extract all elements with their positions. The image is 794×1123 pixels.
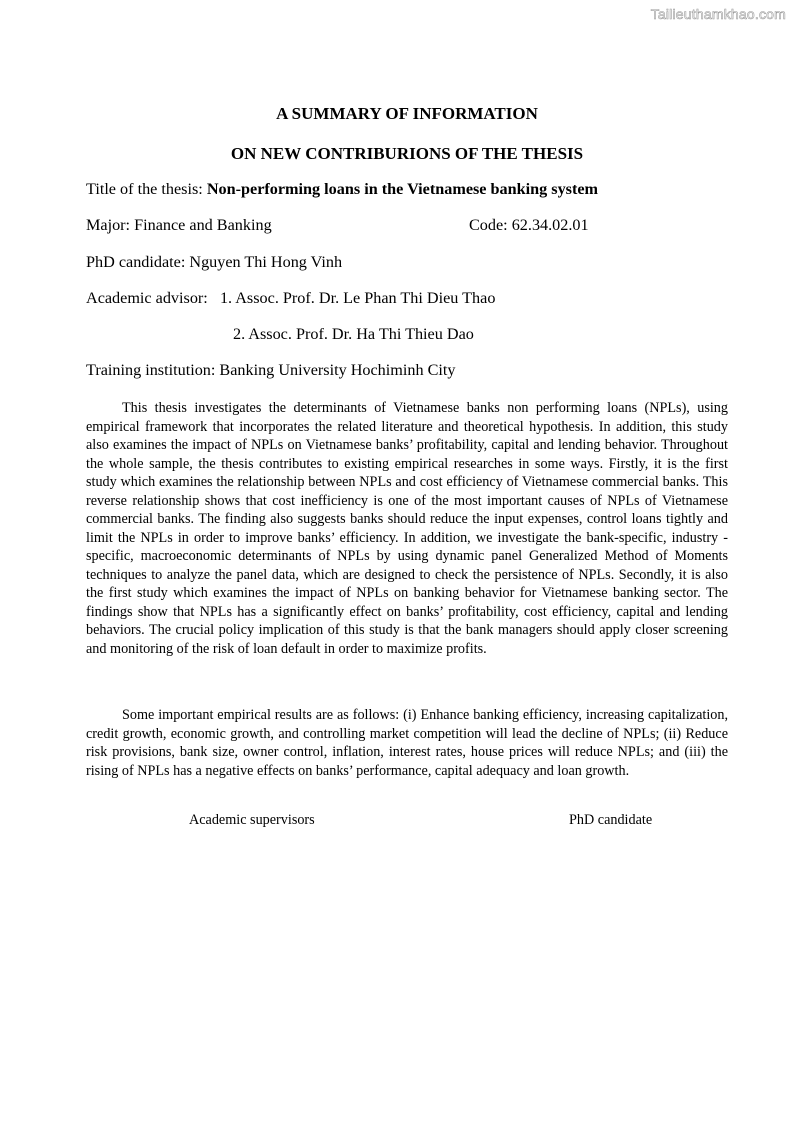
document-title-line-1: A SUMMARY OF INFORMATION <box>276 104 538 123</box>
signature-phd-candidate: PhD candidate <box>569 812 653 828</box>
thesis-title-row <box>86 180 598 199</box>
code-text: Code: 62.34.02.01 <box>469 216 589 234</box>
watermark-text: Tailieuthamkhao.com <box>650 6 786 22</box>
document-title-line-2: ON NEW CONTRIBURIONS OF THE THESIS <box>230 144 584 163</box>
advisor-1: 1. Assoc. Prof. Dr. Le Phan Thi Dieu Thao <box>219 289 496 307</box>
major-text: Major: Finance and Banking <box>86 216 272 234</box>
thesis-title-value: Non-performing loans in the Vietnamese banking system <box>206 180 599 198</box>
thesis-title-label: Title of the thesis: <box>86 180 207 198</box>
signature-academic-supervisors: Academic supervisors <box>189 812 315 828</box>
institution-text: Training institution: Banking University Hochiminh City <box>86 361 456 379</box>
abstract-paragraph-2: Some important empirical results are as follows: (i) Enhance banking efficiency, increasing capitalization, credit growth, economic growth, and controlling market competition will lead the decline of NPLs; (ii) Reduce risk provisions, bank size, owner control, inflation, interest rates, house prices will reduce NPLs; and (iii) the rising of NPLs has a negative effects on banks’ performance, capital adequacy and loan growth. <box>86 707 728 779</box>
candidate-text: PhD candidate: Nguyen Thi Hong Vinh <box>86 253 343 271</box>
advisor-label: Academic advisor: <box>86 289 208 307</box>
advisor-row <box>86 289 495 308</box>
advisor-2: 2. Assoc. Prof. Dr. Ha Thi Thieu Dao <box>233 325 474 343</box>
major-row <box>86 216 728 235</box>
abstract-paragraph-1: This thesis investigates the determinants of Vietnamese banks non performing loans (NPLs), using empirical framework that incorporates the related literature and theoretical hypothesis. In addition, this study also examines the impact of NPLs on Vietnamese banks’ profitability, capital and lending behavior. Throughout the whole sample, the thesis contributes to existing empirical researches in some ways. Firstly, it is the first study which examines the relationship between NPLs and cost efficiency of Vietnamese commercial banks. This reverse relationship shows that cost inefficiency is one of the most important causes of NPLs of Vietnamese commercial banks. The finding also suggests banks should reduce the input expenses, control loans tightly and limit the NPLs in order to improve banks’ efficiency. In addition, we investigate the bank-specific, industry - specific, macroeconomic determinants of NPLs by using dynamic panel Generalized Method of Moments techniques to analyze the panel data, which are designed to check the persistence of NPLs. Secondly, it is also the first study which examines the impact of NPLs on banking behavior for Vietnamese banking sector. The findings show that NPLs has a significantly effect on banks’ profitability, cost efficiency, capital and lending behaviors. The crucial policy implication of this study is that the bank managers should apply closer screening and monitoring of the risk of loan default in order to maximize profits. <box>86 400 728 657</box>
